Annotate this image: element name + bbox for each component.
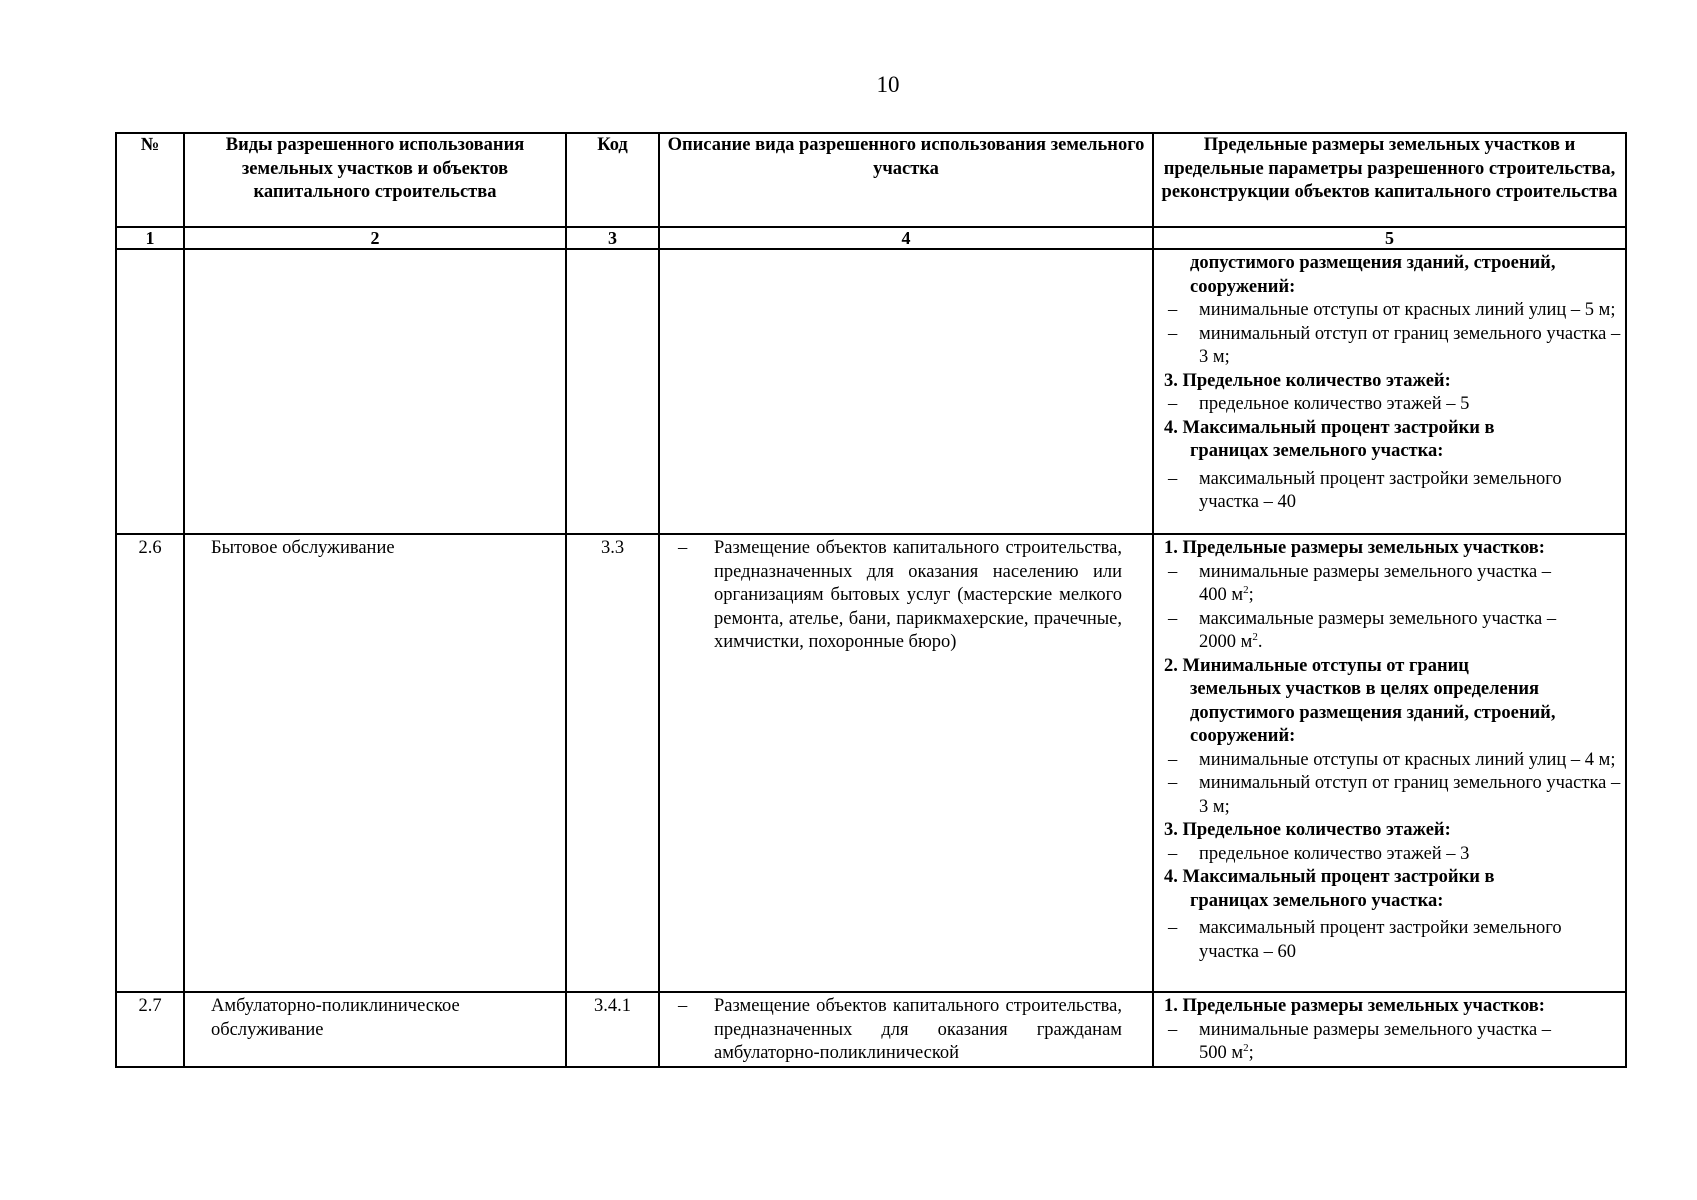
col-number-2: 2 <box>184 227 566 249</box>
dash-marker: – <box>678 538 688 558</box>
dash-marker: – <box>1168 300 1178 320</box>
list-item: – предельное количество этажей – 5 <box>1164 393 1621 417</box>
limits-cell <box>1153 992 1626 1067</box>
section-heading: 4. Максимальный процент застройки в <box>1164 867 1495 887</box>
section-heading: 1. Предельные размеры земельных участков: <box>1164 538 1545 558</box>
section-heading: сооружений: <box>1190 276 1296 297</box>
cell-empty <box>184 249 566 534</box>
section-heading: 4. Максимальный процент застройки в <box>1164 417 1495 438</box>
header-description: Описание вида разрешенного использования земельного участка <box>659 133 1153 227</box>
table-row-2-6 <box>116 534 1626 992</box>
usage-code: 3.3 <box>566 534 659 992</box>
section-heading: допустимого размещения зданий, строений, <box>1190 253 1556 273</box>
zoning-table <box>115 132 1627 1068</box>
list-item: – максимальный процент застройки земельного участка – 60 <box>1164 917 1621 964</box>
list-item: – минимальные отступы от красных линий улиц – 5 м; <box>1164 299 1621 323</box>
table-header-row <box>116 133 1626 227</box>
section-heading: сооружений: <box>1190 726 1296 746</box>
usage-description-cell <box>659 534 1153 992</box>
header-code: Код <box>566 133 659 227</box>
dash-marker: – <box>1168 773 1178 793</box>
list-item: – минимальный отступ от границ земельного участка – 3 м; <box>1164 323 1621 370</box>
usage-type: Бытовое обслуживание <box>184 534 566 992</box>
usage-type: Амбулаторно-поликлиническое обслуживание <box>184 992 566 1067</box>
row-number: 2.6 <box>116 534 184 992</box>
col-number-4: 4 <box>659 227 1153 249</box>
dash-marker: – <box>1168 394 1178 414</box>
table-row-continuation <box>116 249 1626 534</box>
section-heading: границах земельного участка: <box>1190 441 1444 461</box>
list-item: – минимальные размеры земельного участка – 400 $м^2$; <box>1164 561 1621 608</box>
section-heading: земельных участков в целях определения <box>1190 679 1540 699</box>
dash-marker: – <box>678 996 688 1016</box>
list-item: – минимальный отступ от границ земельного участка – 3 м; <box>1164 772 1621 819</box>
list-item: – максимальные размеры земельного участка – 2000 $м^2$. <box>1164 608 1621 655</box>
section-heading: 2. Минимальные отступы от границ <box>1164 655 1469 676</box>
dash-marker: – <box>1168 561 1178 582</box>
limits-cell <box>1153 534 1626 992</box>
page-number: 10 <box>876 72 900 97</box>
section-heading: 3. Предельное количество этажей: <box>1164 370 1451 391</box>
header-types: Виды разрешенного использования земельных участков и объектов капитального строительства <box>184 133 566 227</box>
cell-empty <box>659 249 1153 534</box>
dash-marker: – <box>1168 749 1178 770</box>
row-number: 2.7 <box>116 992 184 1067</box>
section-heading: границах земельного участка: <box>1190 890 1444 911</box>
list-item: – минимальные размеры земельного участка – 500 $м^2$; <box>1164 1019 1621 1066</box>
dash-marker: – <box>1168 1019 1178 1040</box>
section-heading: допустимого размещения зданий, строений, <box>1190 702 1556 723</box>
usage-description: Размещение объектов капитального строительства, предназначенных для оказания гражданам амбулаторно-поликлинической <box>714 996 1122 1063</box>
list-item <box>676 995 1122 1066</box>
usage-description-cell <box>659 992 1153 1067</box>
section-heading: 3. Предельное количество этажей: <box>1164 820 1451 840</box>
cell-empty <box>566 249 659 534</box>
list-item: – предельное количество этажей – 3 <box>1164 843 1621 867</box>
column-number-row <box>116 227 1626 249</box>
dash-marker: – <box>1168 918 1178 938</box>
cell-empty <box>116 249 184 534</box>
col-number-5: 5 <box>1153 227 1626 249</box>
list-item: – минимальные отступы от красных линий улиц – 4 м; <box>1164 749 1621 773</box>
list-item <box>676 537 1122 655</box>
usage-code: 3.4.1 <box>566 992 659 1067</box>
col-number-3: 3 <box>566 227 659 249</box>
dash-marker: – <box>1168 468 1178 489</box>
dash-marker: – <box>1168 323 1178 344</box>
header-num: № <box>116 133 184 227</box>
usage-description: Размещение объектов капитального строительства, предназначенных для оказания населению или организациям бытовых услуг (мастерские мелкого ремонта, ателье, бани, парикмахерские, прачечные, химчистки, похоронные бюро) <box>714 538 1122 652</box>
list-item: – максимальный процент застройки земельного участка – 40 <box>1164 468 1621 515</box>
section-heading: 1. Предельные размеры земельных участков: <box>1164 996 1545 1016</box>
dash-marker: – <box>1168 608 1178 629</box>
table-row-2-7 <box>116 992 1626 1067</box>
header-limits: Предельные размеры земельных участков и предельные параметры разрешенного строительства, реконструкции объектов капитального строительства <box>1153 133 1626 227</box>
col-number-1: 1 <box>116 227 184 249</box>
dash-marker: – <box>1168 843 1178 864</box>
limits-cell <box>1153 249 1626 534</box>
